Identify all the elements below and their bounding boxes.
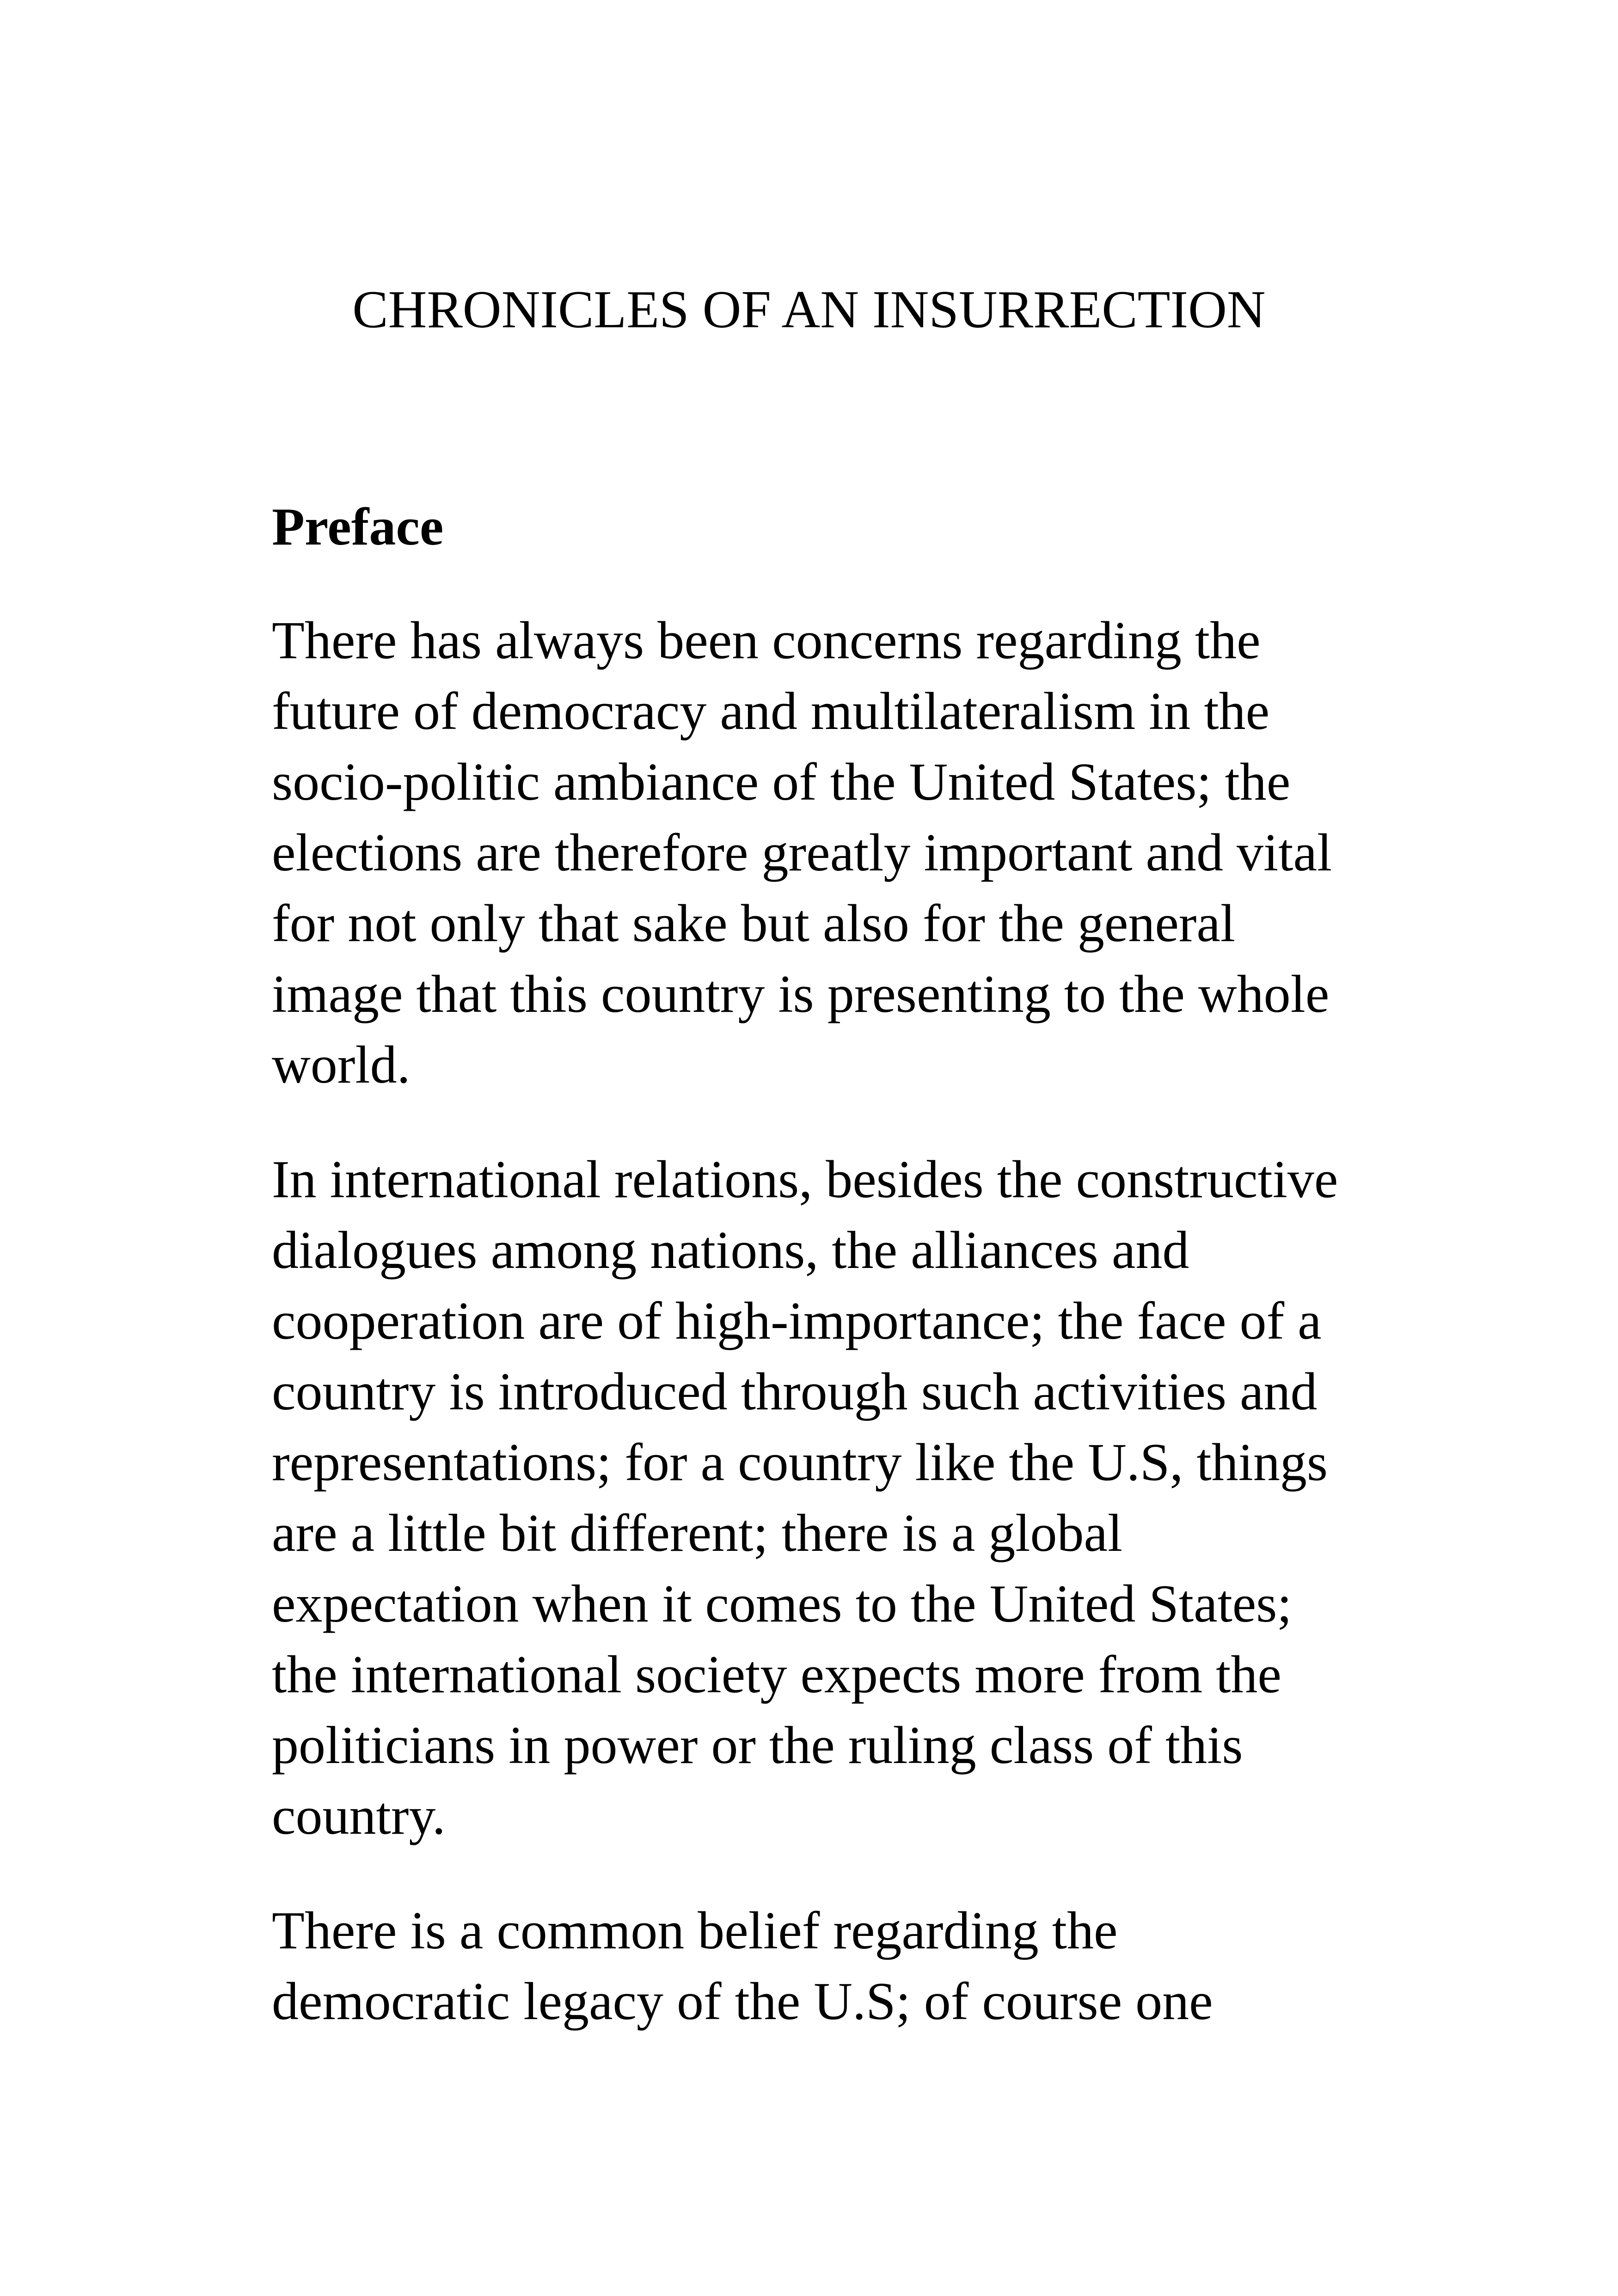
text-line: socio-politic ambiance of the United States; the [272, 753, 1291, 812]
text-line: There has always been concerns regarding the [272, 611, 1261, 670]
text-line: representations; for a country like the U.S, things [272, 1433, 1328, 1492]
text-line: the international society expects more from the [272, 1645, 1281, 1704]
document-title: CHRONICLES OF AN INSURRECTION [352, 280, 1266, 339]
text-line: country. [272, 1787, 446, 1846]
text-line: In international relations, besides the constructive [272, 1150, 1338, 1209]
text-line: for not only that sake but also for the general [272, 894, 1236, 953]
text-line: image that this country is presenting to the whole [272, 965, 1330, 1024]
text-line: are a little bit different; there is a global [272, 1504, 1123, 1563]
section-heading-preface: Preface [272, 497, 444, 557]
text-line: cooperation are of high-importance; the face of a [272, 1292, 1322, 1351]
text-line: dialogues among nations, the alliances and [272, 1221, 1189, 1280]
text-line: expectation when it comes to the United States; [272, 1574, 1292, 1634]
text-line: world. [272, 1035, 411, 1095]
text-line: future of democracy and multilateralism in the [272, 682, 1270, 741]
text-line: democratic legacy of the U.S; of course one [272, 1972, 1213, 2031]
paragraph [272, 1145, 1363, 1852]
body-text [272, 606, 1363, 2081]
paragraph [272, 606, 1363, 1101]
paragraph [272, 1896, 1363, 2037]
text-line: elections are therefore greatly important and vital [272, 823, 1332, 882]
text-line: country is introduced through such activities and [272, 1362, 1318, 1421]
text-line: politicians in power or the ruling class of this [272, 1716, 1243, 1775]
text-line: There is a common belief regarding the [272, 1901, 1118, 1960]
